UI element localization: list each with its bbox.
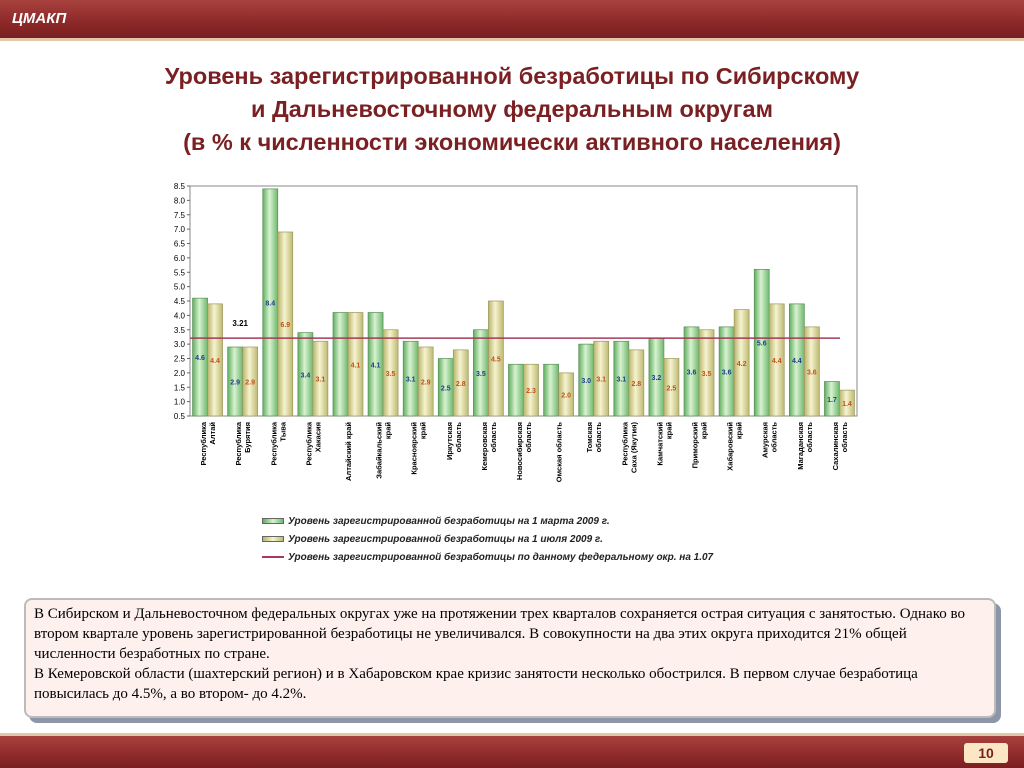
- value-label-march: 3.2: [651, 375, 662, 383]
- title-line-2: и Дальневосточному федеральным округам: [251, 96, 773, 122]
- x-category-label: [410, 422, 428, 475]
- title-line-3: (в % к численности экономически активного населения): [183, 129, 841, 155]
- y-tick-label: 0.5: [173, 412, 185, 421]
- x-category-label-line: область: [769, 422, 779, 453]
- x-category-label-line: Тыва: [278, 422, 288, 442]
- y-tick-label: 6.0: [173, 253, 185, 263]
- x-category-label: [585, 422, 603, 453]
- y-tick-label: 3.0: [173, 340, 185, 350]
- x-category-label-line: Республика: [269, 422, 279, 466]
- x-category-label-line: край: [734, 422, 744, 440]
- value-label-july: 6.9: [280, 322, 291, 329]
- x-category-label: [555, 422, 564, 483]
- x-category-label-line: Республика: [304, 422, 314, 466]
- value-label-march: 1.7: [827, 396, 837, 404]
- value-label-july: 2.9: [245, 379, 256, 387]
- value-label-july: 2.8: [455, 380, 466, 388]
- value-label-march: 3.1: [405, 376, 416, 384]
- y-tick-label: 5.0: [173, 282, 185, 292]
- legend-label-july: Уровень зарегистрированной безработицы на 1 июля 2009 г.: [288, 533, 603, 545]
- y-tick-label: 7.5: [173, 210, 185, 220]
- x-category-label: [691, 422, 709, 469]
- value-label-july: 3.1: [596, 376, 607, 384]
- x-category-label-line: Томская: [585, 422, 595, 453]
- value-label-march: 3.6: [686, 369, 697, 377]
- x-category-label-line: область: [594, 422, 604, 453]
- y-tick-label: 8.0: [173, 196, 185, 206]
- footer-bar: [0, 736, 1024, 768]
- x-category-label-line: край: [418, 422, 428, 440]
- y-tick-label: 4.0: [173, 311, 185, 321]
- legend-swatch-july: [262, 536, 284, 542]
- x-category-label-line: Алтайский край: [343, 422, 353, 481]
- value-label-march: 3.1: [616, 376, 627, 384]
- x-category-label-line: область: [524, 422, 533, 453]
- x-category-label: [304, 421, 322, 465]
- y-tick-label: 3.5: [173, 325, 185, 335]
- value-label-july: 2.5: [666, 385, 677, 393]
- y-tick-label: 1.0: [173, 397, 185, 407]
- value-label-march: 3.5: [476, 370, 486, 378]
- value-label-july: 2.9: [420, 379, 431, 387]
- value-label-march: 8.4: [265, 300, 276, 308]
- x-category-label-line: Омская область: [554, 422, 564, 483]
- x-category-label-line: Забайкальский: [374, 422, 384, 479]
- x-category-label: [234, 421, 252, 465]
- x-category-label: [655, 422, 673, 466]
- legend-swatch-march: [262, 518, 284, 524]
- value-label-july: 1.4: [842, 401, 852, 409]
- x-category-label-line: Республика: [234, 422, 244, 466]
- value-label-july: 4.2: [736, 360, 747, 368]
- value-label-march: 4.6: [195, 355, 205, 363]
- x-category-label-line: Республика: [199, 422, 209, 466]
- x-category-label: [726, 422, 744, 471]
- value-label-july: 2.3: [526, 388, 536, 396]
- value-label-march: 4.1: [370, 362, 381, 370]
- y-tick-label: 6.5: [173, 239, 185, 249]
- x-category-label-line: Республика: [620, 422, 630, 466]
- x-category-label: [796, 422, 814, 470]
- x-category-label-line: Красноярский: [409, 422, 419, 475]
- x-category-label: [515, 422, 533, 480]
- value-label-july: 3.5: [701, 370, 712, 378]
- x-category-label-line: Амурская: [760, 422, 770, 458]
- x-category-label-line: край: [664, 422, 674, 440]
- legend-item-july: [262, 530, 713, 548]
- commentary-paragraph-2: В Кемеровской области (шахтерский регион) и в Хабаровском крае кризис занятости несколько обострился. В первом случае безработица повысилась до 4.5%, а во втором- до 4.2%.: [34, 666, 918, 702]
- x-category-label-line: Новосибирская: [515, 422, 524, 481]
- legend-item-march: [262, 512, 713, 530]
- value-label-march: 4.4: [791, 357, 802, 365]
- value-label-july: 4.5: [491, 356, 501, 364]
- value-label-march: 3.6: [721, 369, 732, 377]
- value-label-march: 2.5: [440, 385, 451, 393]
- x-category-label: [269, 421, 287, 465]
- value-label-july: 4.4: [210, 357, 220, 365]
- x-category-label: [831, 422, 849, 471]
- reference-line-label: 3.21: [232, 319, 248, 329]
- legend-label-reference: Уровень зарегистрированной безработицы по данному федеральному окр. на 1.07: [288, 551, 714, 563]
- x-category-label-line: Камчатский: [655, 422, 665, 466]
- value-label-march: 3.4: [300, 372, 311, 380]
- page-number: 10: [964, 743, 1008, 763]
- y-tick-label: 1.5: [173, 383, 185, 393]
- value-label-july: 4.4: [771, 357, 782, 365]
- legend-label-march: Уровень зарегистрированной безработицы на 1 марта 2009 г.: [288, 515, 610, 527]
- value-label-march: 2.9: [230, 379, 241, 387]
- x-category-label-line: область: [804, 422, 814, 453]
- bar-march: [544, 364, 559, 416]
- x-category-label: [199, 421, 217, 465]
- x-category-label: [344, 422, 353, 481]
- x-category-label-line: Бурятия: [243, 422, 253, 453]
- x-category-label-line: Приморский: [690, 422, 700, 469]
- title-line-1: Уровень зарегистрированной безработицы по Сибирскому: [164, 63, 860, 89]
- y-tick-label: 5.5: [173, 268, 185, 278]
- commentary-paragraph-1: В Сибирском и Дальневосточном федеральных округах уже на протяжении трех кварталов сохраняется острая ситуация с занятостью. Однако во втором квартале уровень зарегистрированной безработицы не увеличивался. В совокупности на два этих округа приходится 21% общей численности безработных по стране.: [34, 606, 965, 662]
- x-category-label-line: Саха (Якутия): [629, 422, 639, 474]
- y-tick-label: 7.0: [173, 225, 185, 235]
- value-label-july: 4.1: [350, 362, 361, 370]
- x-category-label-line: Хакасия: [313, 422, 323, 453]
- x-category-label: [375, 422, 393, 479]
- x-category-label-line: край: [383, 422, 393, 440]
- chart-legend: [262, 512, 713, 566]
- bar-march: [509, 364, 524, 416]
- y-tick-label: 8.5: [173, 182, 185, 191]
- y-tick-label: 2.0: [173, 368, 185, 378]
- value-label-july: 2.8: [631, 380, 642, 388]
- value-label-july: 3.5: [385, 370, 396, 378]
- logo: ЦМАКП: [12, 10, 67, 27]
- x-category-label: [480, 422, 498, 471]
- x-category-label-line: Магаданская: [795, 422, 805, 470]
- x-category-label: [445, 422, 463, 460]
- x-category-label-line: край: [699, 422, 709, 440]
- commentary-box: [24, 598, 996, 718]
- x-category-label: [620, 421, 638, 473]
- y-tick-label: 4.5: [173, 297, 185, 306]
- x-category-label-line: Сахалинская: [830, 422, 840, 471]
- x-category-label-line: область: [488, 422, 498, 453]
- x-category-label-line: Алтай: [208, 422, 218, 445]
- x-category-label: [761, 422, 779, 458]
- value-label-july: 3.1: [315, 376, 326, 384]
- value-label-july: 3.6: [806, 369, 817, 377]
- x-category-label-line: Хабаровский: [725, 422, 735, 471]
- value-label-july: 2.0: [561, 392, 571, 400]
- legend-swatch-reference: [262, 556, 284, 558]
- x-category-label-line: область: [453, 422, 463, 453]
- x-category-label-line: Кемеровская: [479, 422, 489, 471]
- value-label-march: 5.6: [756, 340, 767, 348]
- y-tick-label: 2.5: [173, 354, 185, 364]
- x-category-label-line: область: [839, 422, 849, 453]
- value-label-march: 3.0: [581, 378, 592, 386]
- x-category-label-line: Иркутская: [444, 422, 454, 461]
- bar-march: [333, 313, 348, 417]
- legend-item-reference: [262, 548, 713, 566]
